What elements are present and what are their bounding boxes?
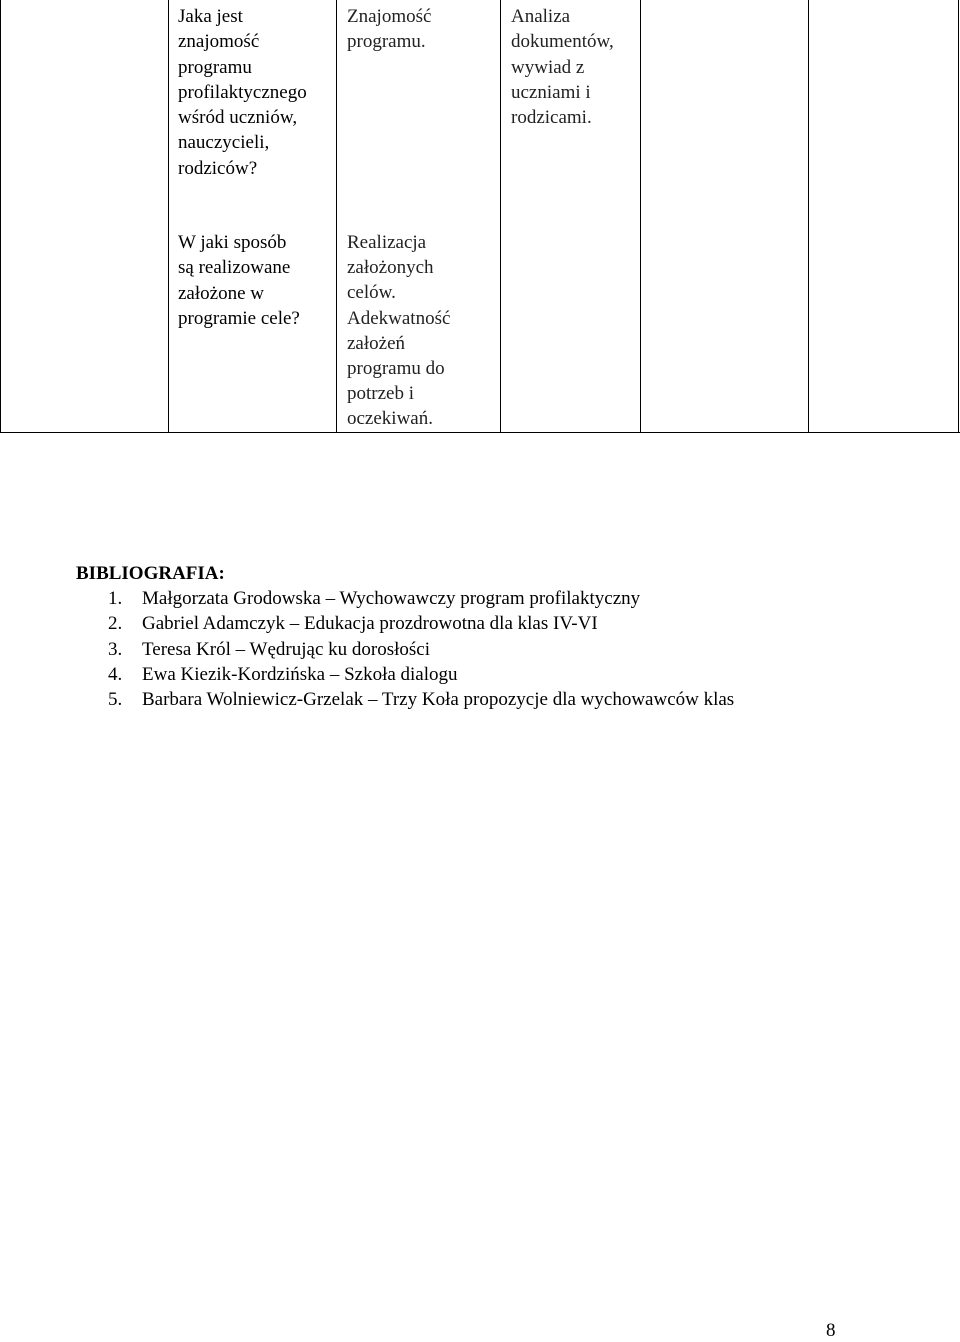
list-item-text: Barbara Wolniewicz-Grzelak – Trzy Koła propozycje dla wychowawców klas <box>142 689 735 711</box>
table-border-bottom <box>0 432 960 433</box>
table-column-divider <box>808 0 809 433</box>
bibliography-heading: BIBLIOGRAFIA: <box>76 563 225 584</box>
evaluation-table <box>0 0 960 433</box>
list-item-text: Gabriel Adamczyk – Edukacja prozdrowotna dla klas IV-VI <box>142 613 598 635</box>
table-column-divider <box>500 0 501 433</box>
table-column-divider <box>168 0 169 433</box>
list-item-number: 5. <box>108 689 123 711</box>
list-item-number: 3. <box>108 638 123 660</box>
list-item-number: 4. <box>108 663 123 685</box>
page-number: 8 <box>826 1320 836 1341</box>
table-cell-question: Jaka jest znajomość programu profilaktycznego wśród uczniów, nauczycieli, rodziców? <box>178 6 307 179</box>
table-cell-criterion: Znajomość programu. <box>347 6 432 53</box>
list-item-number: 1. <box>108 588 123 609</box>
table-column-divider <box>640 0 641 433</box>
table-cell-method: Analiza dokumentów, wywiad z uczniami i rodzicami. <box>511 6 614 129</box>
table-border-left <box>0 0 1 433</box>
list-item-text: Małgorzata Grodowska – Wychowawczy program profilaktyczny <box>142 588 641 609</box>
list-item-text: Teresa Król – Wędrując ku dorosłości <box>142 638 430 660</box>
table-cell-criterion: Realizacja założonych celów. Adekwatność założeń programu do potrzeb i oczekiwań. <box>347 232 451 430</box>
list-item-text: Ewa Kiezik-Kordzińska – Szkoła dialogu <box>142 663 458 685</box>
table-column-divider <box>336 0 337 433</box>
table-cell-question: W jaki sposób są realizowane założone w programie cele? <box>178 232 300 329</box>
list-item-number: 2. <box>108 613 123 635</box>
table-border-right <box>958 0 959 433</box>
